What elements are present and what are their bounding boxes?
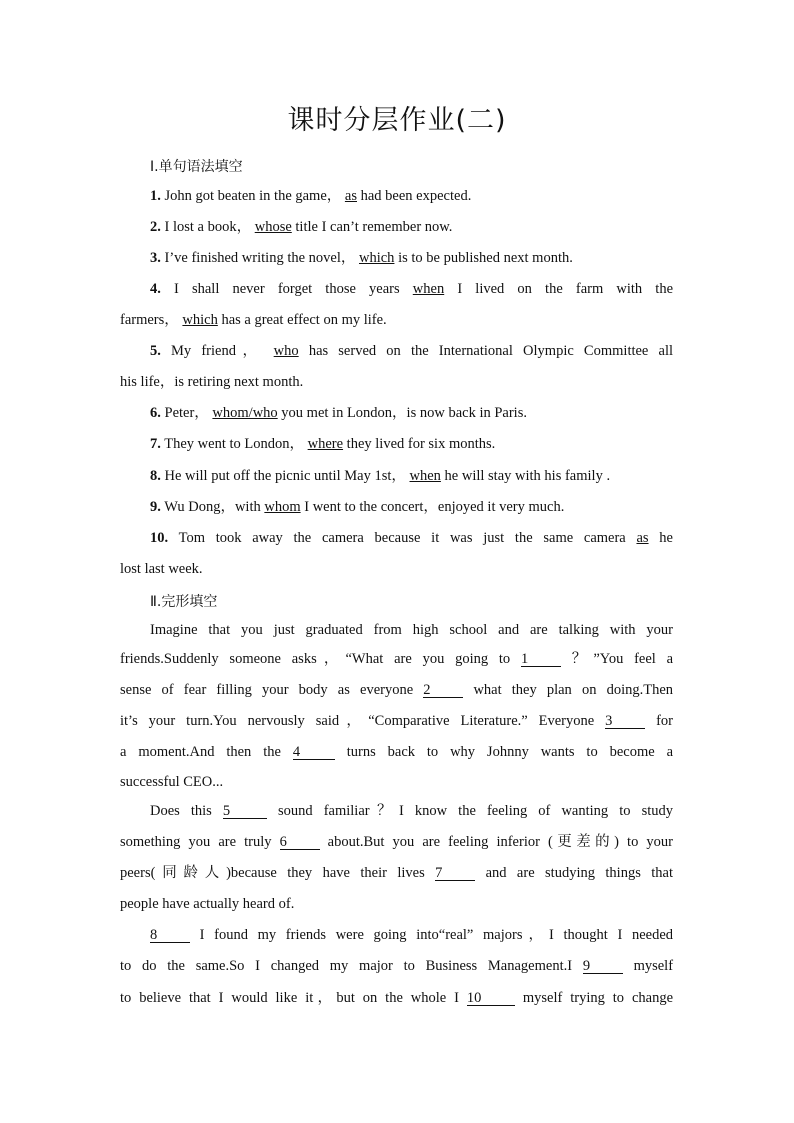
cloze-blank-6: 6 <box>280 835 320 850</box>
cloze-line <box>120 681 673 699</box>
cloze-text: and are studying things that <box>485 865 674 881</box>
grammar-item-5-continued <box>120 373 673 391</box>
cloze-blank-9: 9 <box>583 959 623 974</box>
item-number: 8. <box>150 468 161 484</box>
cloze-line <box>120 650 673 668</box>
grammar-item-1 <box>150 187 673 205</box>
item-number: 4. <box>150 281 161 297</box>
item-number: 5. <box>150 343 161 359</box>
cloze-text: for <box>656 713 673 729</box>
item-text: title I can’t remember now. <box>295 219 453 235</box>
cloze-line <box>120 712 673 730</box>
page-title: 课时分层作业(二) <box>287 105 507 136</box>
item-text: you met in London，is now back in Paris. <box>281 405 527 421</box>
item-text: had been expected. <box>360 188 472 204</box>
cloze-blank-4: 4 <box>293 745 335 760</box>
item-text: I shall never forget those years <box>174 281 400 297</box>
grammar-item-9 <box>150 498 673 516</box>
cloze-line <box>150 802 673 820</box>
cloze-blank-8: 8 <box>150 928 190 943</box>
grammar-item-5 <box>150 342 673 360</box>
cloze-text: I found my friends were going into“real” majors，I thought I needed <box>199 927 674 943</box>
cloze-line <box>150 621 673 639</box>
cloze-text: to do the same.So I changed my major to Business Management.I <box>120 958 573 974</box>
item-text: his life，is retiring next month. <box>120 374 304 390</box>
item-text: Tom took away the camera because it was just the same camera <box>178 530 626 546</box>
item-text: I’ve finished writing the novel， <box>164 250 356 266</box>
cloze-text: something you are truly <box>120 834 272 850</box>
cloze-text: to believe that I would like it，but on the whole I <box>120 990 459 1006</box>
cloze-line <box>150 926 673 944</box>
cloze-line <box>120 957 673 975</box>
cloze-text: Imagine that you just graduated from high school and are talking with your <box>150 622 673 638</box>
cloze-text: turns back to why Johnny wants to become a <box>346 744 674 760</box>
cloze-line <box>120 743 673 761</box>
item-number: 10. <box>150 530 169 546</box>
cloze-blank-2: 2 <box>423 683 463 698</box>
item-text: I lost a book， <box>164 219 252 235</box>
item-text: has served on the International Olympic Committee all <box>308 343 674 359</box>
cloze-text: what they plan on doing.Then <box>473 682 674 698</box>
cloze-line <box>120 989 673 1007</box>
grammar-item-6 <box>150 404 673 422</box>
grammar-item-3 <box>150 249 673 267</box>
cloze-text: myself <box>633 958 674 974</box>
cloze-text: it’s your turn.You nervously said，“Comparative Literature.” Everyone <box>120 713 595 729</box>
section-heading-grammar: Ⅰ.单句语法填空 <box>150 159 243 175</box>
item-number: 1. <box>150 188 161 204</box>
section-heading-cloze: Ⅱ.完形填空 <box>150 594 218 610</box>
item-text: is to be published next month. <box>398 250 573 266</box>
item-text: lost last week. <box>120 561 203 577</box>
cloze-blank-5: 5 <box>223 804 267 819</box>
item-text: My friend， <box>171 343 264 359</box>
item-answer: which <box>359 250 395 266</box>
cloze-text: people have actually heard of. <box>120 896 295 912</box>
grammar-item-10-continued <box>120 560 673 578</box>
item-text: has a great effect on my life. <box>221 312 387 328</box>
cloze-line <box>120 773 673 791</box>
item-text: He will put off the picnic until May 1st， <box>164 468 406 484</box>
item-answer: whom/who <box>212 405 278 421</box>
item-text: farmers， <box>120 312 179 328</box>
cloze-line <box>120 833 673 851</box>
grammar-item-10 <box>150 529 673 547</box>
cloze-text: ？”You feel a <box>571 651 674 667</box>
item-answer: when <box>412 281 445 297</box>
item-text: I lived on the farm with the <box>457 281 674 297</box>
grammar-item-7 <box>150 435 673 453</box>
item-number: 7. <box>150 436 161 452</box>
cloze-line <box>120 895 673 913</box>
item-text: Peter， <box>164 405 209 421</box>
cloze-text: myself trying to change <box>522 990 674 1006</box>
cloze-line <box>120 864 673 882</box>
cloze-blank-10: 10 <box>467 991 515 1006</box>
cloze-text: about.But you are feeling inferior (更差的) to your <box>327 834 673 850</box>
item-number: 2. <box>150 219 161 235</box>
item-answer: which <box>182 312 218 328</box>
cloze-text: a moment.And then the <box>120 744 281 760</box>
item-number: 6. <box>150 405 161 421</box>
item-answer: whose <box>254 219 292 235</box>
item-text: he will stay with his family . <box>444 468 611 484</box>
item-text: I went to the concert，enjoyed it very much. <box>304 499 565 515</box>
cloze-blank-7: 7 <box>435 866 475 881</box>
item-text: he <box>659 530 673 546</box>
cloze-text: sense of fear filling your body as everyone <box>120 682 414 698</box>
cloze-text: Does this <box>150 803 212 819</box>
cloze-text: successful CEO... <box>120 774 224 790</box>
cloze-blank-3: 3 <box>605 714 645 729</box>
item-text: John got beaten in the game， <box>164 188 342 204</box>
cloze-text: peers(同龄人)because they have their lives <box>120 865 425 881</box>
item-text: Wu Dong，with <box>164 499 261 515</box>
item-text: They went to London， <box>164 436 304 452</box>
grammar-item-2 <box>150 218 673 236</box>
item-answer: when <box>409 468 441 484</box>
item-answer: as <box>344 188 357 204</box>
cloze-blank-1: 1 <box>521 652 561 667</box>
item-answer: who <box>273 343 299 359</box>
cloze-text: sound familiar？I know the feeling of wanting to study <box>277 803 674 819</box>
item-answer: as <box>636 530 649 546</box>
item-number: 9. <box>150 499 161 515</box>
cloze-text: friends.Suddenly someone asks，“What are you going to <box>120 651 511 667</box>
grammar-item-8 <box>150 467 673 485</box>
grammar-item-4-continued <box>120 311 673 329</box>
item-answer: where <box>307 436 344 452</box>
item-number: 3. <box>150 250 161 266</box>
grammar-item-4 <box>150 280 673 298</box>
item-text: they lived for six months. <box>346 436 496 452</box>
item-answer: whom <box>264 499 301 515</box>
